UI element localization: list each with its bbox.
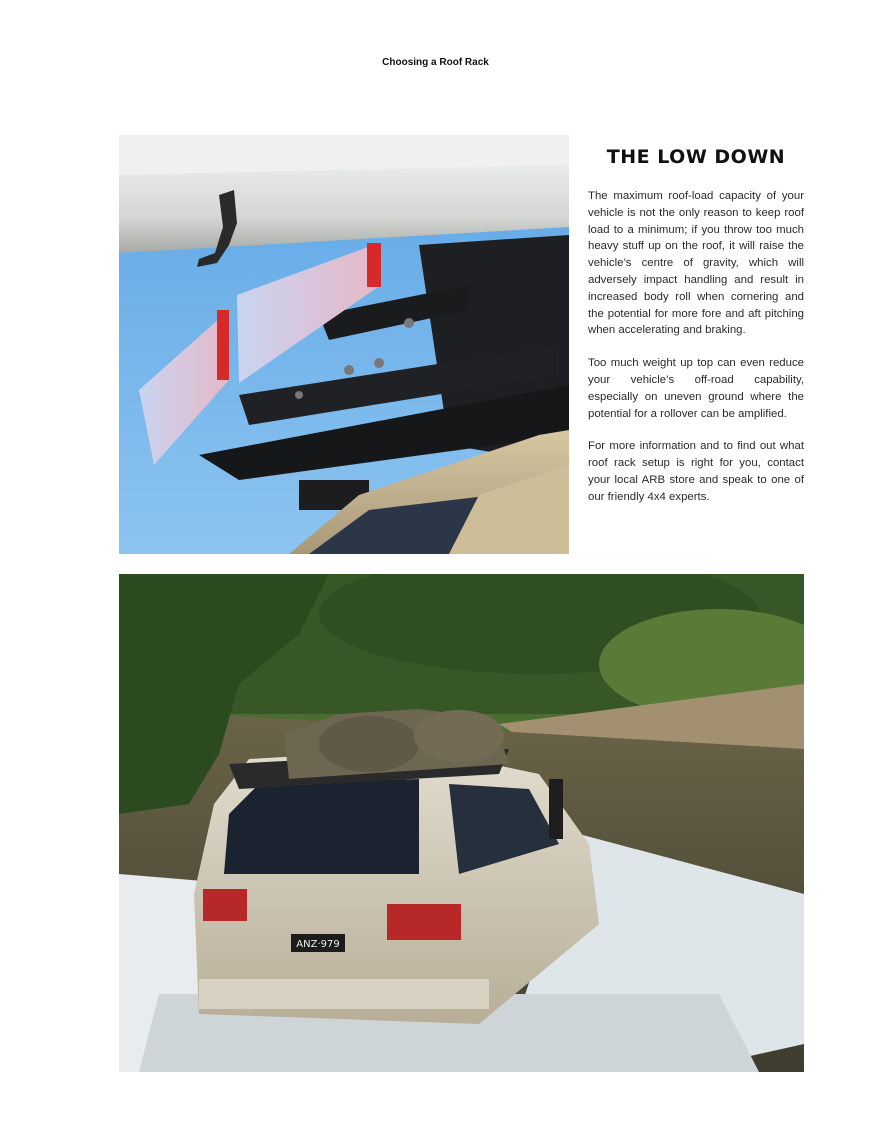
roof-rack-photo (119, 135, 569, 554)
river-crossing-photo (119, 574, 804, 1072)
sidebar-paragraph: For more information and to find out what roof rack setup is right for you, contact your local ARB store and speak to one of our friendly 4x4 experts. (588, 440, 804, 503)
page-header: Choosing a Roof Rack (382, 57, 489, 68)
number-plate: ANZ·979 (296, 939, 340, 950)
low-down-sidebar (588, 146, 804, 522)
sidebar-title: THE LOW DOWN (606, 146, 786, 168)
sidebar-paragraph: The maximum roof-load capacity of your vehicle is not the only reason to keep roof load to a minimum; if you throw too much heavy stuff up on the roof, it will raise the vehicle’s centre of gravity, which will adversely impact handling and result in increased body roll when cornering and the potential for more fore and aft pitching when accelerating and braking. (588, 190, 804, 337)
sidebar-paragraph: Too much weight up top can even reduce your vehicle’s off-road capability, especially on uneven ground where the potential for a rollover can be amplified. (588, 357, 804, 420)
